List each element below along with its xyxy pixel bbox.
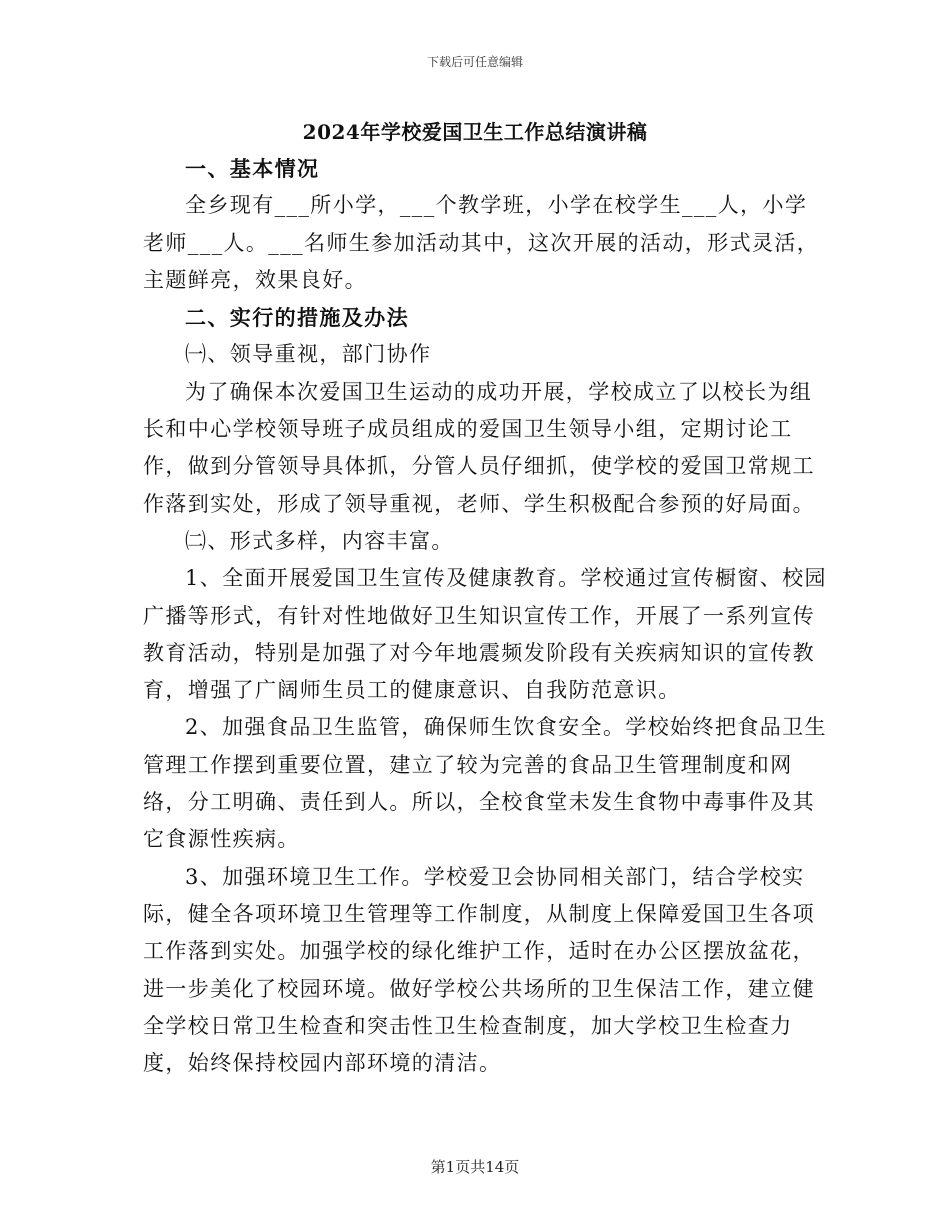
paragraph-food-safety: 2、加强食品卫生监管，确保师生饮食安全。学校始终把食品卫生管理工作摆到重要位置，建立了较为完善的食品卫生管理制度和网络，分工明确、责任到人。所以，全校食堂未发生食物中毒事件及其它食源性疾病。 — [143, 715, 827, 852]
section-heading-measures: 二、实行的措施及办法 — [185, 305, 409, 331]
document-body — [143, 150, 828, 1082]
paragraph-basic-situation: 全乡现有___所小学，___个教学班，小学在校学生___人，小学老师___人。___名师生参加活动其中，这次开展的活动，形式灵活，主题鲜亮，效果良好。 — [143, 193, 820, 292]
page-number-footer: 第1页共14页 — [430, 1158, 520, 1176]
paragraph-health-education: 1、全面开展爱国卫生宣传及健康教育。学校通过宣传橱窗、校园广播等形式，有针对性地做好卫生知识宣传工作，开展了一系列宣传教育活动，特别是加强了对今年地震频发阶段有关疾病知识的宣传教育，增强了广阔师生员工的健康意识、自我防范意识。 — [143, 566, 827, 703]
subheading-leadership: ㈠、领导重视，部门协作 — [185, 342, 432, 367]
section-heading-basic-situation: 一、基本情况 — [185, 156, 320, 181]
paragraph-environment: 3、加强环境卫生工作。学校爱卫会协同相关部门，结合学校实际，健全各项环境卫生管理等工作制度，从制度上保障爱国卫生各项工作落到实处。加强学校的绿化维护工作，适时在办公区摆放盆花，进一步美化了校园环境。做好学校公共场所的卫生保洁工作，建立健全学校日常卫生检查和突击性卫生检查制度，加大学校卫生检查力度，始终保持校园内部环境的清洁。 — [143, 864, 815, 1076]
document-title: 2024年学校爱国卫生工作总结演讲稿 — [302, 120, 648, 144]
header-note: 下载后可任意编辑 — [426, 55, 523, 69]
paragraph-leadership: 为了确保本次爱国卫生运动的成功开展，学校成立了以校长为组长和中心学校领导班子成员组成的爱国卫生领导小组，定期讨论工作，做到分管领导具体抓，分管人员仔细抓，使学校的爱国卫常规工作落到实处，形成了领导重视，老师、学生积极配合参预的好局面。 — [143, 379, 815, 516]
subheading-diverse-forms: ㈡、形式多样，内容丰富。 — [185, 528, 454, 553]
